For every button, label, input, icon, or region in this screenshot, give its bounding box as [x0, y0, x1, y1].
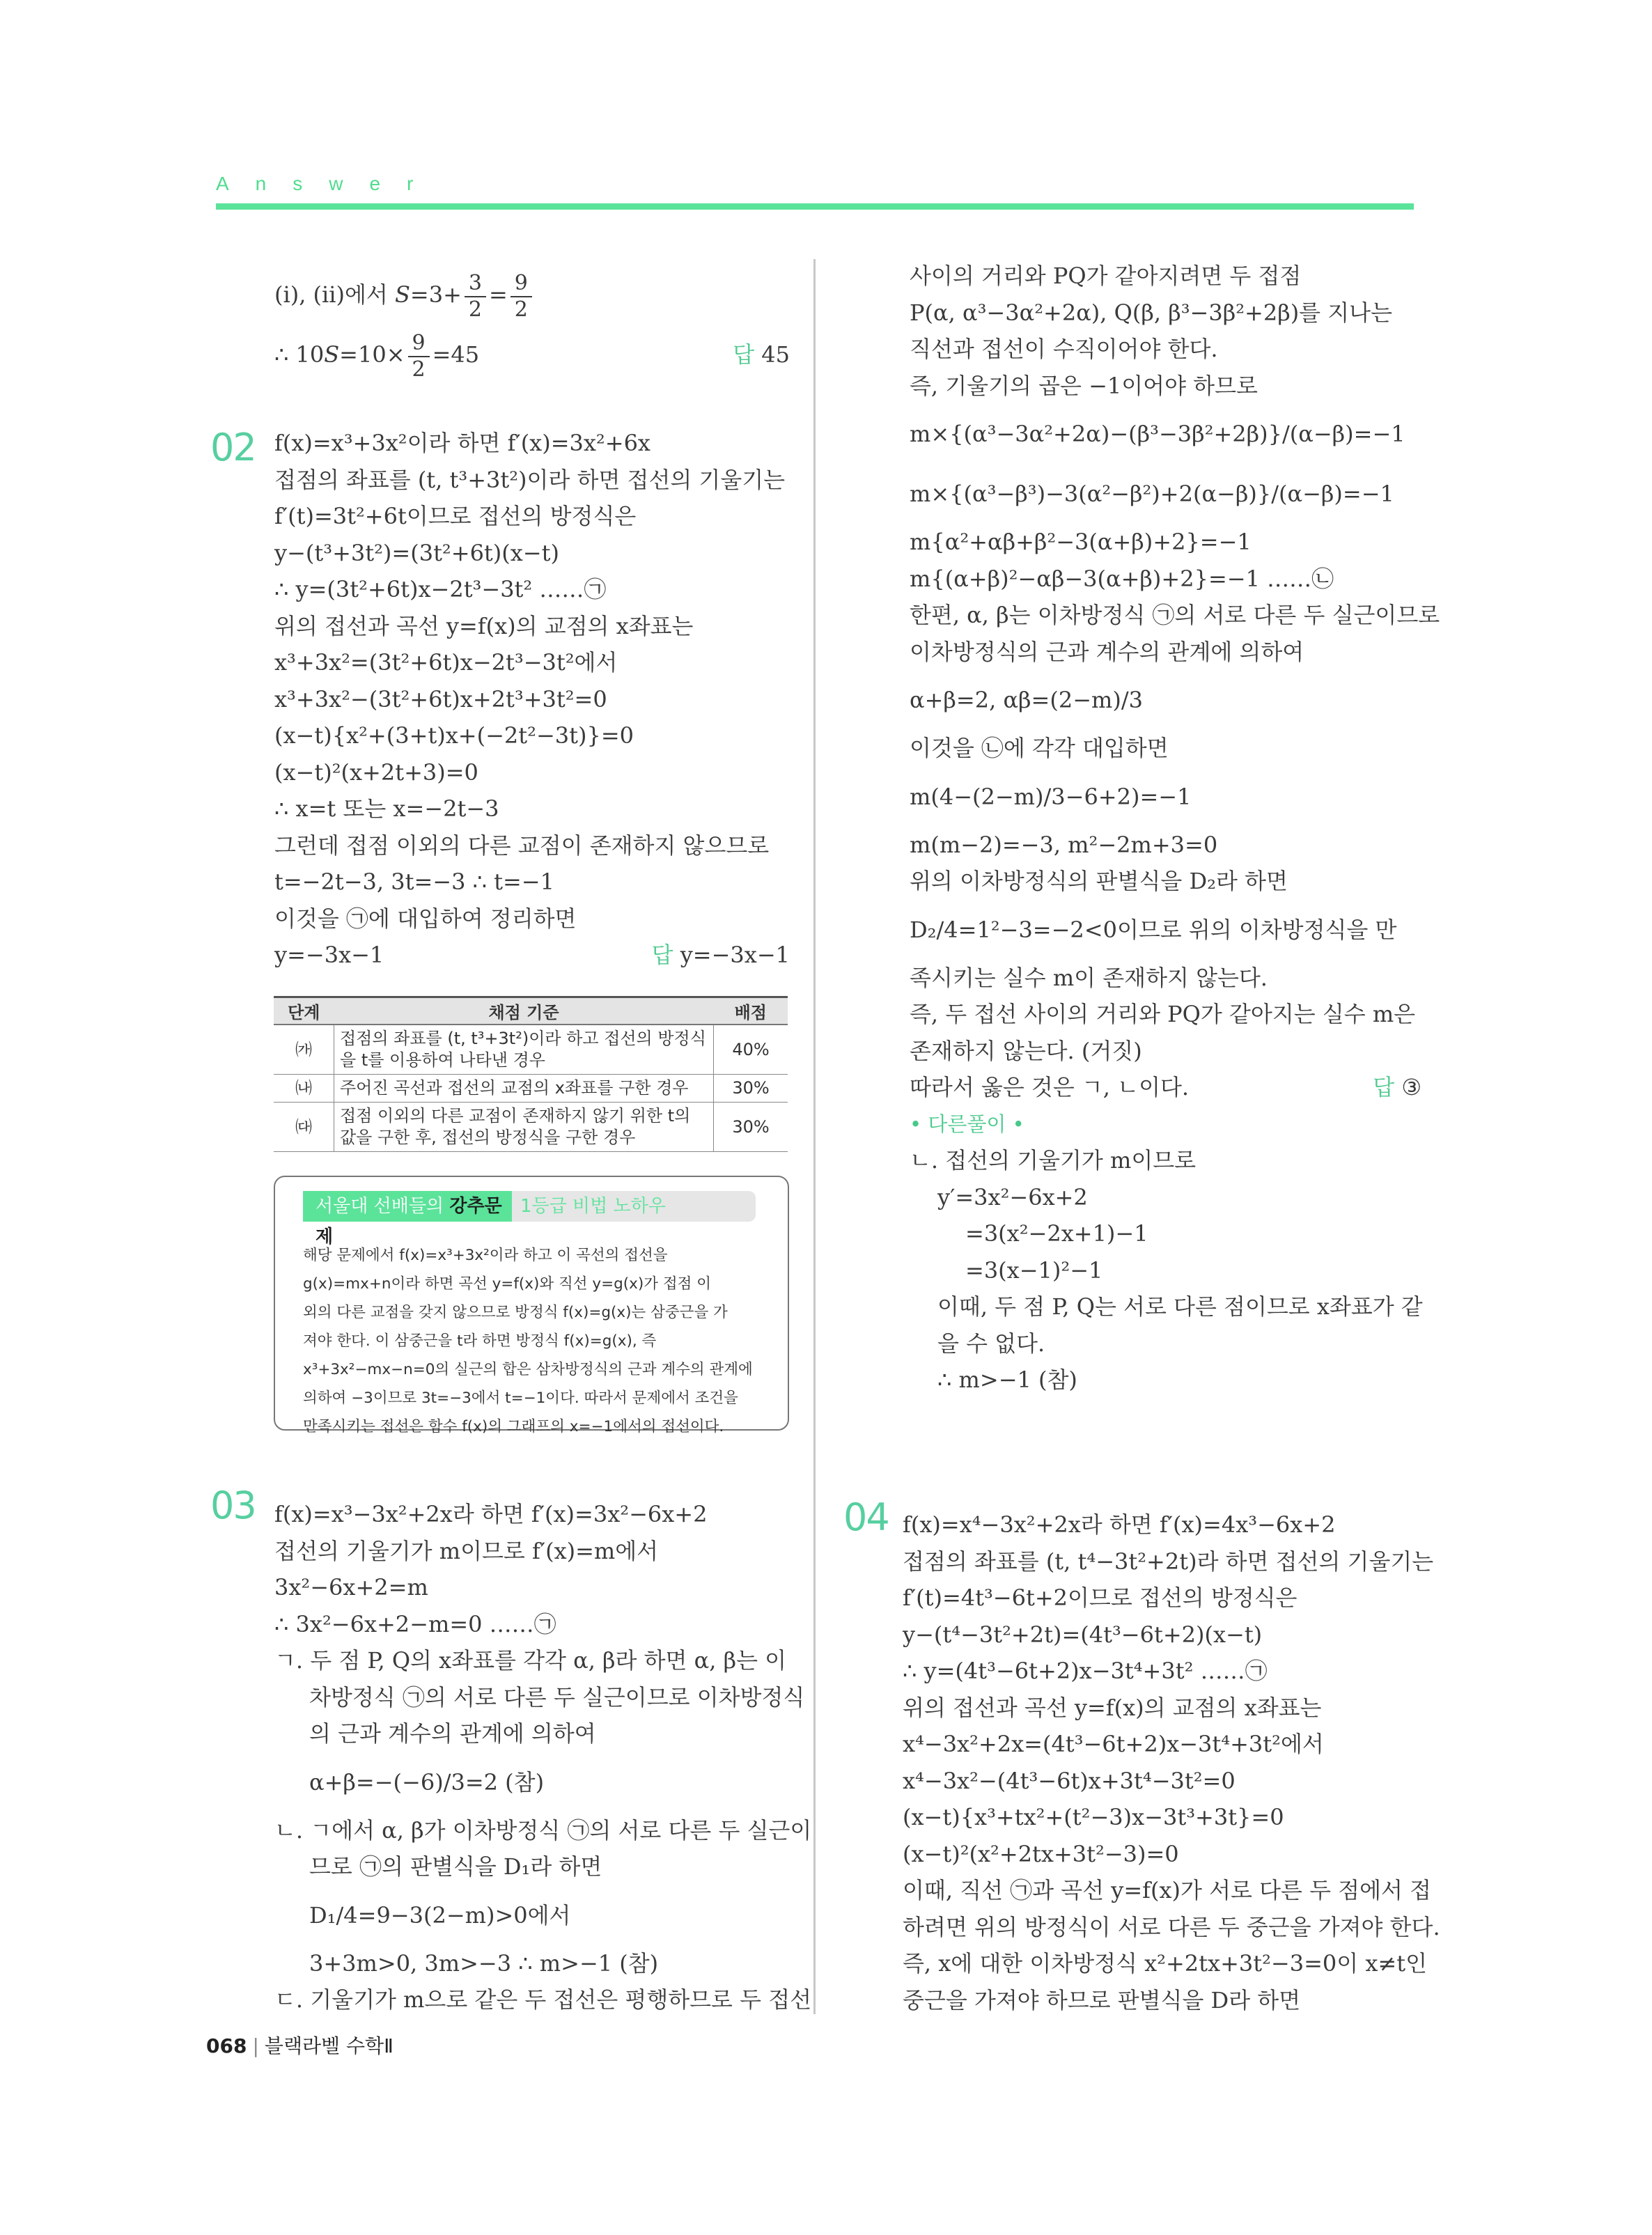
- p03-line: ∴ 3x²−6x+2−m=0 ……㉠: [274, 1610, 556, 1637]
- p01-line-2: ∴ 10S=10× $\frac{9}{2}$ =45 답 45: [274, 325, 790, 384]
- p03-line: 접선의 기울기가 m이므로 f′(x)=m에서: [274, 1537, 659, 1564]
- section-header: Answer: [216, 173, 440, 194]
- r1-line: 사이의 거리와 PQ가 같아지려면 두 접점: [910, 263, 1302, 289]
- p03-line: f(x)=x³−3x²+2x라 하면 f′(x)=3x²−6x+2: [274, 1501, 708, 1527]
- p02-line: (x−t)²(x+2t+3)=0: [274, 758, 478, 786]
- tip-line: 해당 문제에서 f(x)=x³+3x²이라 하고 이 곡선의 접선을: [303, 1247, 668, 1264]
- p04-line: 즉, x에 대한 이차방정식 x²+2tx+3t²−3=0이 x≠t인: [903, 1950, 1427, 1977]
- r1-line: • 다른풀이 •: [910, 1112, 1024, 1136]
- column-divider: [813, 259, 816, 2014]
- p02-line: 위의 접선과 곡선 y=f(x)의 교점의 x좌표는: [274, 612, 694, 639]
- p04-line: (x−t)²(x²+2tx+3t²−3)=0: [903, 1840, 1179, 1867]
- p02-line: ∴ y=(3t²+6t)x−2t³−3t² ……㉠: [274, 576, 607, 602]
- r1-line: m{(α+β)²−αβ−3(α+β)+2}=−1 ……㉡: [910, 565, 1334, 592]
- right1-answer: 답 ③: [1373, 1074, 1421, 1100]
- p03-line: D₁/4=9−3(2−m)>0에서: [309, 1901, 571, 1929]
- p03-line: 므로 ㉠의 판별식을 D₁라 하면: [309, 1853, 602, 1880]
- tip-body: [303, 1241, 763, 1441]
- r1-line: ㄴ. 접선의 기울기가 m이므로: [910, 1147, 1197, 1174]
- p02-line: f(x)=x³+3x²이라 하면 f′(x)=3x²+6x: [274, 430, 650, 456]
- p04-line: f(x)=x⁴−3x²+2x라 하면 f′(x)=4x³−6x+2: [903, 1511, 1336, 1538]
- book-title: 블랙라벨 수학Ⅱ: [264, 2034, 393, 2057]
- p04-line: 위의 접선과 곡선 y=f(x)의 교점의 x좌표는: [903, 1694, 1322, 1721]
- header-rule: [216, 203, 1414, 210]
- table-header-criteria: 채점 기준: [334, 997, 714, 1025]
- r1-line: 을 수 없다.: [937, 1330, 1045, 1357]
- p03-line: ㄱ. 두 점 P, Q의 x좌표를 각각 α, β라 하면 α, β는 이: [274, 1647, 787, 1674]
- p04-line: ∴ y=(4t³−6t+2)x−3t⁴+3t² ……㉠: [903, 1658, 1268, 1684]
- table-header-score: 배점: [714, 997, 788, 1025]
- table-header-step: 단계: [274, 997, 334, 1025]
- p04-line: 중근을 가져야 하므로 판별식을 D라 하면: [903, 1986, 1301, 2014]
- page-footer: 068 | 블랙라벨 수학Ⅱ: [206, 2034, 393, 2057]
- r1-line: =3(x−1)²−1: [965, 1256, 1103, 1284]
- r1-line: 따라서 옳은 것은 ㄱ, ㄴ이다. 답 ③: [910, 1069, 1421, 1106]
- tip-box: [274, 1176, 789, 1435]
- p02-line: 접점의 좌표를 (t, t³+3t²)이라 하면 접선의 기울기는: [274, 466, 786, 493]
- r1-line: 이것을 ㉡에 각각 대입하면: [910, 735, 1169, 761]
- p02-line: f′(t)=3t²+6t이므로 접선의 방정식은: [274, 503, 637, 529]
- right-column-top: [910, 258, 1440, 1399]
- p02-line: 그런데 접점 이외의 다른 교점이 존재하지 않으므로: [274, 832, 770, 859]
- p04-line: y−(t⁴−3t²+2t)=(4t³−6t+2)(x−t): [903, 1621, 1263, 1648]
- r1-line: 이때, 두 점 P, Q는 서로 다른 점이므로 x좌표가 같: [937, 1293, 1423, 1320]
- r1-line: m×{(α³−3α²+2α)−(β³−3β²+2β)}/(α−β)=−1: [910, 421, 1405, 447]
- r1-line: m{α²+αβ+β²−3(α+β)+2}=−1: [910, 529, 1252, 555]
- problem-04-number: 04: [843, 1495, 889, 1539]
- r1-line: m(m−2)=−3, m²−2m+3=0: [910, 831, 1218, 858]
- p02-line: y=−3x−1 답 y=−3x−1: [274, 937, 790, 974]
- scoring-table: [274, 996, 788, 1152]
- r1-line: 족시키는 실수 m이 존재하지 않는다.: [910, 964, 1268, 991]
- r1-line: P(α, α³−3α²+2α), Q(β, β³−3β²+2β)를 지나는: [910, 299, 1392, 326]
- problem-03: [210, 1483, 812, 2018]
- p03-line: ㄷ. 기울기가 m으로 같은 두 접선은 평행하므로 두 접선: [274, 1986, 812, 2013]
- tip-line: 져야 한다. 이 삼중근을 t라 하면 방정식 f(x)=g(x), 즉: [303, 1332, 657, 1350]
- p02-line: t=−2t−3, 3t=−3 ∴ t=−1: [274, 869, 554, 895]
- r1-line: 위의 이차방정식의 판별식을 D₂라 하면: [910, 868, 1288, 894]
- p04-line: (x−t){x³+tx²+(t²−3)x−3t³+3t}=0: [903, 1804, 1284, 1830]
- r1-line: 즉, 기울기의 곱은 −1이어야 하므로: [910, 372, 1258, 399]
- p02-line: x³+3x²−(3t²+6t)x+2t³+3t²=0: [274, 685, 607, 712]
- p02-answer: 답 y=−3x−1: [651, 942, 790, 968]
- p04-line: 접점의 좌표를 (t, t⁴−3t²+2t)라 하면 접선의 기울기는: [903, 1548, 1434, 1575]
- p04-line: x⁴−3x²+2x=(4t³−6t+2)x−3t⁴+3t²에서: [903, 1731, 1324, 1757]
- problem-04: [843, 1495, 1440, 2018]
- p02-line: 이것을 ㉠에 대입하여 정리하면: [274, 905, 577, 932]
- p04-line: f′(t)=4t³−6t+2이므로 접선의 방정식은: [903, 1584, 1298, 1611]
- r1-line: 존재하지 않는다. (거짓): [910, 1037, 1142, 1064]
- tip-prefix: 서울대 선배들의: [315, 1196, 450, 1217]
- table-row: ㈎ 접점의 좌표를 (t, t³+3t²)이라 하고 접선의 방정식을 t를 이용하여 나타낸 경우 40%: [274, 1025, 788, 1075]
- p04-line: x⁴−3x²−(4t³−6t)x+3t⁴−3t²=0: [903, 1767, 1236, 1794]
- table-row: ㈏ 주어진 곡선과 접선의 교점의 x좌표를 구한 경우 30%: [274, 1075, 788, 1103]
- r1-line: m(4−(2−m)/3−6+2)=−1: [910, 783, 1192, 810]
- r1-line: 이차방정식의 근과 계수의 관계에 의하여: [910, 638, 1304, 665]
- p03-line: 차방정식 ㉠의 서로 다른 두 실근이므로 이차방정식: [309, 1683, 805, 1711]
- tip-line: x³+3x²−mx−n=0의 실근의 합은 삼차방정식의 근과 계수의 관계에: [303, 1361, 753, 1378]
- problem-02-number: 02: [210, 426, 256, 469]
- problem-03-number: 03: [210, 1483, 256, 1527]
- p01-answer: 답 45: [733, 341, 790, 368]
- p04-line: 하려면 위의 방정식이 서로 다른 두 중근을 가져야 한다.: [903, 1913, 1440, 1940]
- p04-line: 이때, 직선 ㉠과 곡선 y=f(x)가 서로 다른 두 점에서 접: [903, 1877, 1431, 1903]
- r1-line: ∴ m>−1 (참): [937, 1366, 1077, 1393]
- p03-line: 3+3m>0, 3m>−3 ∴ m>−1 (참): [309, 1949, 659, 1977]
- r1-line: 직선과 접선이 수직이어야 한다.: [910, 336, 1218, 362]
- p02-line: x³+3x²=(3t²+6t)x−2t³−3t²에서: [274, 649, 618, 676]
- tip-title-bar: [303, 1191, 756, 1247]
- p03-line: α+β=−(−6)/3=2 (참): [309, 1768, 545, 1796]
- r1-line: y′=3x²−6x+2: [937, 1183, 1088, 1210]
- r1-line: 한편, α, β는 이차방정식 ㉠의 서로 다른 두 실근이므로: [910, 602, 1440, 628]
- p02-line: (x−t){x²+(3+t)x+(−2t²−3t)}=0: [274, 722, 634, 749]
- tip-line: g(x)=mx+n이라 하면 곡선 y=f(x)와 직선 y=g(x)가 접점 이: [303, 1275, 712, 1293]
- p02-line: ∴ x=t 또는 x=−2t−3: [274, 795, 499, 822]
- p02-line: y−(t³+3t²)=(3t²+6t)(x−t): [274, 539, 559, 566]
- p01-line-1: (ⅰ), (ⅱ)에서 S=3+ $\frac{3}{2}$ = $\frac{9}{2}$: [274, 265, 790, 325]
- r1-line: α+β=2, αβ=(2−m)/3: [910, 687, 1143, 713]
- tip-line: 의하여 −3이므로 3t=−3에서 t=−1이다. 따라서 문제에서 조건을: [303, 1389, 738, 1407]
- p03-line: 의 근과 계수의 관계에 의하여: [309, 1720, 596, 1747]
- table-row: ㈐ 접점 이외의 다른 교점이 존재하지 않기 위한 t의 값을 구한 후, 접선의 방정식을 구한 경우 30%: [274, 1103, 788, 1152]
- r1-line: =3(x²−2x+1)−1: [965, 1220, 1148, 1247]
- r1-line: D₂/4=1²−3=−2<0이므로 위의 이차방정식을 만: [910, 916, 1397, 943]
- page-number: 068: [206, 2034, 247, 2057]
- r1-line: 즉, 두 접선 사이의 거리와 PQ가 같아지는 실수 m은: [910, 1001, 1416, 1027]
- tip-suffix: 1등급 비법 노하우: [520, 1196, 666, 1217]
- tip-line: 외의 다른 교점을 갖지 않으므로 방정식 f(x)=g(x)는 삼중근을 가: [303, 1304, 728, 1321]
- p03-line: ㄴ. ㄱ에서 α, β가 이차방정식 ㉠의 서로 다른 두 실근이: [274, 1816, 812, 1844]
- left-column-top: [210, 265, 790, 974]
- p03-line: 3x²−6x+2=m: [274, 1574, 428, 1601]
- tip-bold: 강추문제: [315, 1196, 502, 1247]
- tip-line: 만족시키는 접선은 함수 f(x)의 그래프의 x=−1에서의 접선이다.: [303, 1418, 724, 1435]
- r1-line: m×{(α³−β³)−3(α²−β²)+2(α−β)}/(α−β)=−1: [910, 481, 1394, 507]
